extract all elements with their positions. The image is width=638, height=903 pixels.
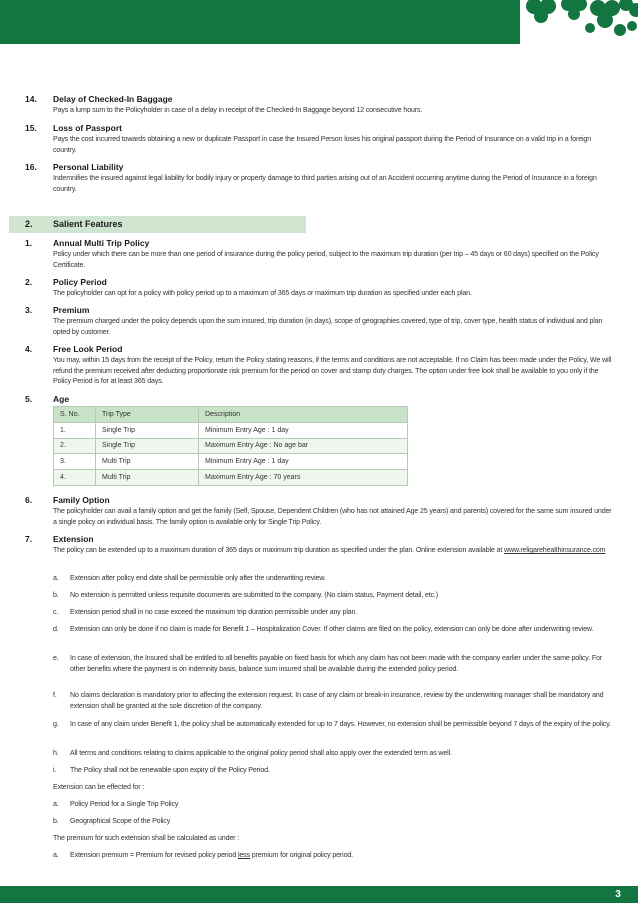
table-row bbox=[54, 470, 408, 486]
list-letter: g. bbox=[53, 720, 59, 728]
feature-text: The policyholder can avail a family option and get the family (Self, Spouse, Dependent Children (who has not attained Age 25 years) and parents) covered for the same sum insured under a single policy on individual basis. The family option is available only for Single Trip Policy. bbox=[53, 507, 612, 526]
table-cell: Multi Trip bbox=[96, 470, 199, 486]
section-header bbox=[9, 216, 306, 233]
feature-number: 6. bbox=[25, 495, 33, 505]
header-bar bbox=[0, 0, 520, 44]
table-row bbox=[54, 438, 408, 454]
effected-intro: Extension can be effected for : bbox=[53, 783, 145, 791]
list-letter: e. bbox=[53, 654, 59, 662]
table-cell: Single Trip bbox=[96, 422, 199, 438]
list-letter: f. bbox=[53, 691, 57, 699]
item-number: 15. bbox=[25, 123, 37, 133]
list-letter: a. bbox=[53, 851, 59, 859]
column-header: S. No. bbox=[54, 407, 96, 423]
feature-number: 7. bbox=[25, 534, 33, 544]
list-text: In case of extension, the Insured shall be entitled to all benefits payable on fixed basis for which any claim has not been made with the company earlier under the same policy. For other benefits where the payment is on indemnity basis, balance sum insured shall be available during the extended policy period. bbox=[70, 654, 603, 673]
table-cell: 1. bbox=[54, 422, 96, 438]
item-title: Loss of Passport bbox=[53, 123, 122, 133]
feature-number: 1. bbox=[25, 238, 33, 248]
column-header: Description bbox=[199, 407, 408, 423]
list-letter: d. bbox=[53, 625, 59, 633]
list-letter: a. bbox=[53, 574, 59, 582]
table-cell: Single Trip bbox=[96, 438, 199, 454]
table-row bbox=[54, 422, 408, 438]
list-letter: a. bbox=[53, 800, 59, 808]
footer-bar bbox=[0, 886, 638, 903]
feature-title: Age bbox=[53, 394, 70, 404]
table-cell: Minimum Entry Age : 1 day bbox=[199, 422, 408, 438]
feature-text: The policyholder can opt for a policy with policy period up to a maximum of 365 days or maximum trip duration as specified under each plan. bbox=[53, 289, 472, 297]
feature-title: Family Option bbox=[53, 495, 110, 505]
feature-title: Free Look Period bbox=[53, 344, 123, 354]
list-letter: b. bbox=[53, 591, 59, 599]
item-number: 16. bbox=[25, 162, 37, 172]
page-number: 3 bbox=[608, 886, 628, 903]
feature-number: 2. bbox=[25, 277, 33, 287]
list-letter: b. bbox=[53, 817, 59, 825]
feature-number: 4. bbox=[25, 344, 33, 354]
item-text: Pays the cost incurred towards obtaining a new or duplicate Passport in case the Insured Person loses his original passport during the Period of Insurance on a valid trip in a foreign country. bbox=[53, 135, 592, 154]
feature-title: Policy Period bbox=[53, 277, 107, 287]
clover-leaves-icon bbox=[520, 0, 638, 44]
list-letter: c. bbox=[53, 608, 59, 616]
list-text: Extension after policy end date shall be permissible only after the underwriting review. bbox=[70, 574, 326, 582]
list-text: Extension period shall in no case exceed the maximum trip duration permissible under any plan. bbox=[70, 608, 358, 616]
section-title: Salient Features bbox=[53, 219, 123, 229]
section-number: 2. bbox=[25, 219, 33, 229]
feature-text: You may, within 15 days from the receipt of the Policy, return the Policy stating reasons, if the terms and conditions are not acceptable. If no Claim has been made under the Policy, We will refund the premium received after deducting proportionate risk premium for the period on cover and stamp duty charges. The option under free look shall be available to you only if the Policy Period is for at least 365 days. bbox=[53, 356, 612, 386]
list-letter: i. bbox=[53, 766, 57, 774]
feature-title: Annual Multi Trip Policy bbox=[53, 238, 150, 248]
website-link[interactable]: www.religarehealthinsurance.com bbox=[504, 546, 606, 554]
list-text: All terms and conditions relating to claims applicable to the original policy period shall also apply over the extended term as well. bbox=[70, 749, 452, 757]
table-cell: 3. bbox=[54, 454, 96, 470]
list-text: Policy Period for a Single Trip Policy bbox=[70, 800, 179, 808]
extension-text: The policy can be extended up to a maximum duration of 365 days or maximum trip duration as specified under the plan. Online extension available at bbox=[53, 546, 503, 554]
list-letter: h. bbox=[53, 749, 59, 757]
premium-text-start: Extension premium = Premium for revised policy period bbox=[70, 851, 238, 859]
table-cell: Maximum Entry Age : No age bar bbox=[199, 438, 408, 454]
feature-number: 3. bbox=[25, 305, 33, 315]
feature-text: The premium charged under the policy depends upon the sum insured, trip duration (in days), scope of geographies covered, type of trip, cover type, health status of individual and plan opted by customer. bbox=[53, 317, 603, 336]
item-title: Delay of Checked-In Baggage bbox=[53, 94, 173, 104]
item-title: Personal Liability bbox=[53, 162, 124, 172]
table-row bbox=[54, 454, 408, 470]
premium-text-underlined: less bbox=[237, 851, 250, 859]
feature-number: 5. bbox=[25, 394, 33, 404]
feature-title: Extension bbox=[53, 534, 94, 544]
item-text: Pays a lump sum to the Policyholder in case of a delay in receipt of the Checked-In Baggage beyond 12 consecutive hours. bbox=[53, 106, 423, 114]
list-text bbox=[70, 850, 616, 861]
table-header-row bbox=[54, 407, 408, 423]
table-cell: 2. bbox=[54, 438, 96, 454]
feature-text bbox=[53, 545, 616, 556]
table-cell: Minimum Entry Age : 1 day bbox=[199, 454, 408, 470]
list-text: No extension is permitted unless requisite documents are submitted to the company. (No claim status, Payment detail, etc.) bbox=[70, 591, 438, 599]
feature-title: Premium bbox=[53, 305, 90, 315]
age-table bbox=[53, 406, 408, 486]
table-cell: 4. bbox=[54, 470, 96, 486]
list-text: Extension can only be done if no claim is made for Benefit 1 – Hospitalization Cover. If other claims are filed on the policy, extension can only be done after underwriting review. bbox=[70, 625, 594, 633]
premium-text-end: premium for original policy period. bbox=[249, 851, 353, 859]
column-header: Trip Type bbox=[96, 407, 199, 423]
item-number: 14. bbox=[25, 94, 37, 104]
table-cell: Multi Trip bbox=[96, 454, 199, 470]
list-text: In case of any claim under Benefit 1, the policy shall be automatically extended for up to 7 days. However, no extension shall be permissible beyond 7 days of the expiry of the policy. bbox=[70, 720, 611, 728]
feature-text: Policy under which there can be more than one period of insurance during the policy period, subject to the maximum trip duration (per trip – 45 days or 60 days) specified on the Policy Certificate. bbox=[53, 250, 599, 269]
list-text: No claims declaration is mandatory prior to affecting the extension request. In case of any claim or break-in insurance, review by the underwriting manager shall be mandatory and extension shall be granted at the sole discretion of the company. bbox=[70, 691, 604, 710]
item-text: Indemnifies the insured against legal liability for bodily injury or property damage to third parties arising out of an Accident occurring anytime during the Period of Insurance in a foreign country. bbox=[53, 174, 597, 193]
list-text: The Policy shall not be renewable upon expiry of the Policy Period. bbox=[70, 766, 270, 774]
premium-intro: The premium for such extension shall be calculated as under : bbox=[53, 834, 240, 842]
table-cell: Maximum Entry Age : 70 years bbox=[199, 470, 408, 486]
list-text: Geographical Scope of the Policy bbox=[70, 817, 171, 825]
